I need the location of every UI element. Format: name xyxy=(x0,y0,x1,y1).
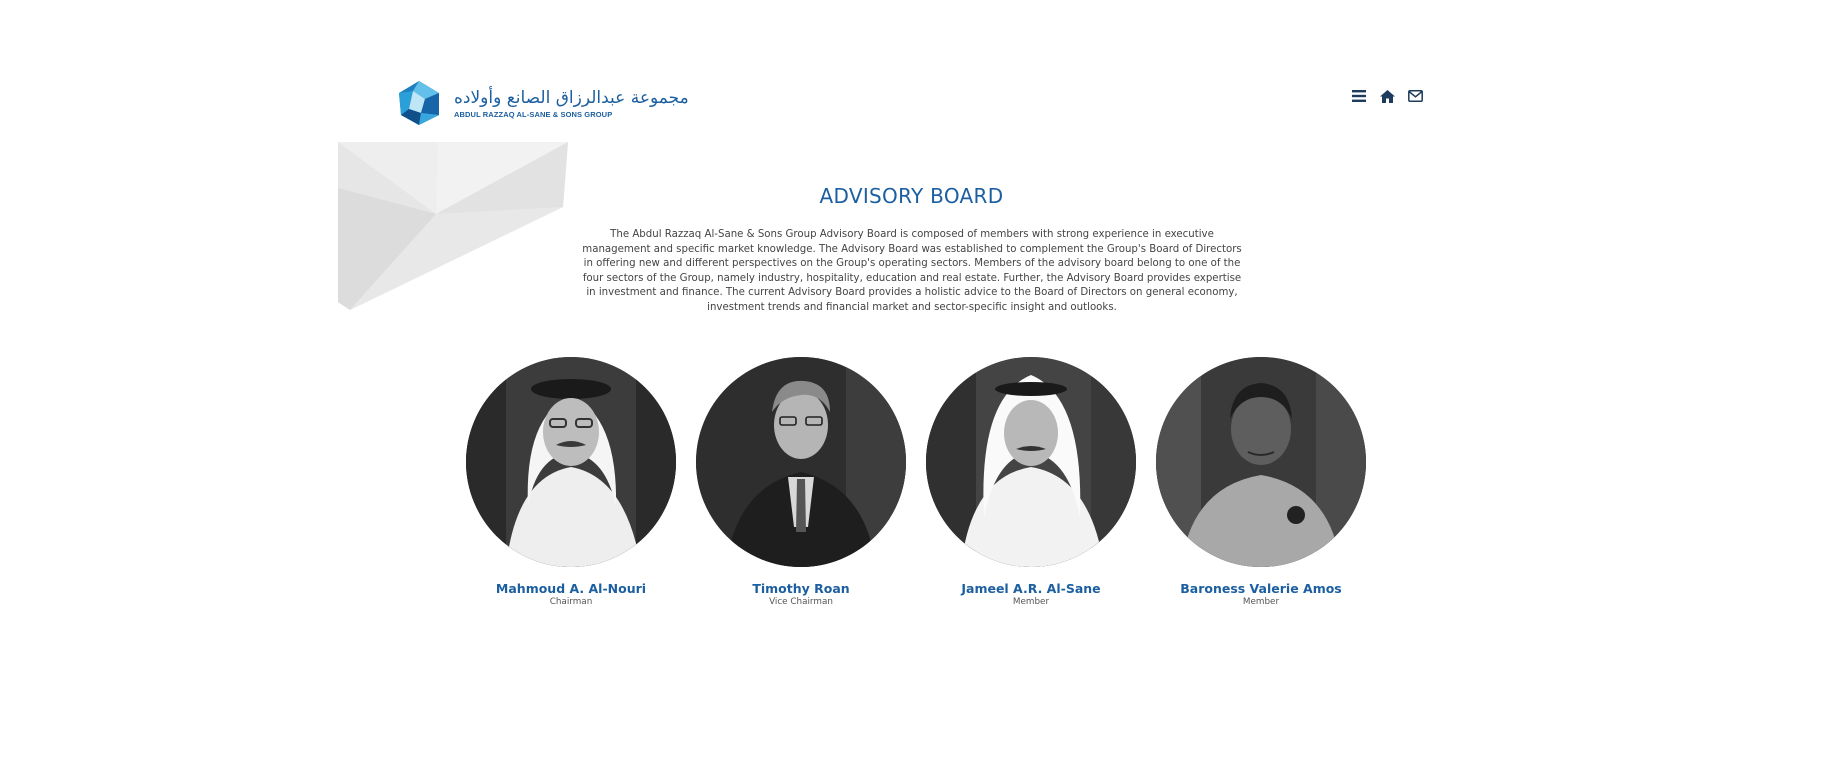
member-portrait[interactable] xyxy=(1156,357,1366,567)
member-name[interactable]: Mahmoud A. Al-Nouri xyxy=(495,581,647,596)
member-role: Member xyxy=(1242,597,1280,607)
company-logo[interactable] xyxy=(395,78,689,128)
member-card[interactable] xyxy=(1146,357,1376,607)
logo-arabic-name: مجموعة عبدالرزاق الصانع وأولاده xyxy=(454,87,689,108)
menu-icon[interactable] xyxy=(1350,88,1368,104)
decorative-polygon xyxy=(338,142,568,310)
member-card[interactable] xyxy=(916,357,1146,607)
member-role: Chairman xyxy=(549,597,593,607)
logo-english-name: ABDUL RAZZAQ AL-SANE & SONS GROUP xyxy=(454,109,613,119)
member-portrait[interactable] xyxy=(926,357,1136,567)
mail-icon[interactable] xyxy=(1406,88,1424,104)
logo-gem-icon xyxy=(395,79,443,127)
member-portrait[interactable] xyxy=(466,357,676,567)
home-icon[interactable] xyxy=(1378,88,1396,104)
logo-text xyxy=(454,88,689,119)
page-title: ADVISORY BOARD xyxy=(819,184,1004,208)
member-card[interactable] xyxy=(686,357,916,607)
member-role: Member xyxy=(1012,597,1050,607)
member-card[interactable] xyxy=(456,357,686,607)
member-name[interactable]: Jameel A.R. Al-Sane xyxy=(961,581,1101,596)
member-name[interactable]: Baroness Valerie Amos xyxy=(1180,581,1342,596)
header-nav xyxy=(1350,88,1424,104)
member-role: Vice Chairman xyxy=(769,597,833,607)
member-portrait[interactable] xyxy=(696,357,906,567)
member-name[interactable]: Timothy Roan xyxy=(752,581,850,596)
intro-paragraph: The Abdul Razzaq Al-Sane & Sons Group Advisory Board is composed of members with strong experience in executive management and specific market knowledge. The Advisory Board was established to complement the Group's Board of Directors in offering new and different perspectives on the Group's operating sectors. Members of the advisory board belong to one of the four sectors of the Group, namely industry, hospitality, education and real estate. Further, the Advisory Board provides expertise in investment and finance. The current Advisory Board provides a holistic advice to the Board of Directors on general economy, investment trends and financial market and sector-specific insight and outlooks. xyxy=(582,229,1242,313)
